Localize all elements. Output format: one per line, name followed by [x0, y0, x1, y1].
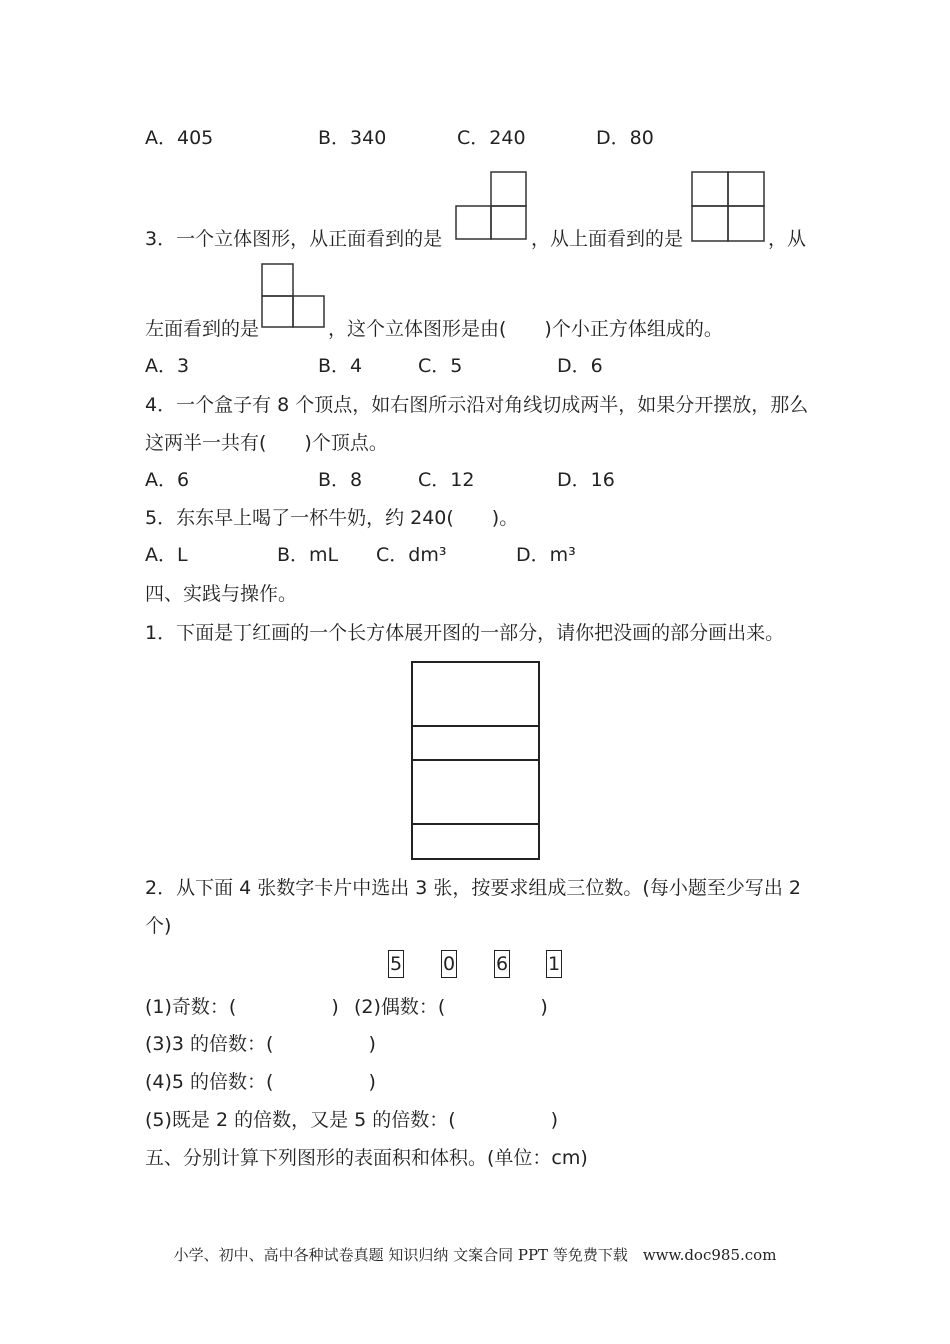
sub-question-multiple-5: (4)5 的倍数：( ): [145, 1071, 376, 1093]
q4-line2: 这两半一共有( )个顶点。: [145, 432, 388, 454]
digit-card: 1: [546, 950, 562, 978]
q3-option-d: D．6: [557, 355, 603, 377]
q3-top-view-figure: [690, 171, 766, 243]
q3-text-b: ，从上面看到的是: [531, 228, 684, 250]
q4-option-a: A．6: [145, 469, 190, 491]
footer-watermark: 小学、初中、高中各种试卷真题 知识归纳 文案合同 PPT 等免费下载 www.doc985.com: [173, 1246, 777, 1264]
section5-title: 五、分别计算下列图形的表面积和体积。(单位：cm): [145, 1147, 588, 1169]
q5-option-c: C．dm³: [376, 544, 447, 566]
section4-title: 四、实践与操作。: [145, 583, 298, 605]
q4-option-d: D．16: [557, 469, 615, 491]
q2-option-c: C．240: [457, 127, 526, 149]
section4-q2-line1: 2．从下面 4 张数字卡片中选出 3 张，按要求组成三位数。(每小题至少写出 2: [145, 877, 801, 899]
q3-option-b: B．4: [318, 355, 363, 377]
q5-option-b: B．mL: [277, 544, 339, 566]
q2-option-a: A．405: [145, 127, 214, 149]
q2-option-b: B．340: [318, 127, 387, 149]
q3-left-view-figure: [259, 263, 327, 329]
q3-text-d: 左面看到的是: [145, 318, 260, 340]
q4-line1: 4．一个盒子有 8 个顶点，如右图所示沿对角线切成两半，如果分开摆放，那么: [145, 394, 809, 416]
sub-question-even: (2)偶数：( ): [354, 996, 548, 1018]
sub-question-odd: (1)奇数：( ): [145, 996, 339, 1018]
q5-option-a: A．L: [145, 544, 188, 566]
digit-card: 6: [494, 950, 510, 978]
sub-question-multiple-2-and-5: (5)既是 2 的倍数，又是 5 的倍数：( ): [145, 1109, 559, 1131]
digit-card: 5: [388, 950, 404, 978]
cuboid-net-figure: [409, 659, 543, 861]
q3-text-a: 3．一个立体图形，从正面看到的是: [145, 228, 443, 250]
q3-text-c: ，从: [768, 228, 807, 250]
q5-text: 5．东东早上喝了一杯牛奶，约 240( )。: [145, 507, 519, 529]
q5-option-d: D．m³: [516, 544, 576, 566]
q4-option-b: B．8: [318, 469, 363, 491]
q3-option-c: C．5: [418, 355, 463, 377]
q2-option-d: D．80: [596, 127, 654, 149]
section4-q1: 1．下面是丁红画的一个长方体展开图的一部分，请你把没画的部分画出来。: [145, 622, 785, 644]
q3-front-view-figure: [453, 171, 529, 241]
section4-q2-line2: 个): [145, 915, 172, 937]
q4-option-c: C．12: [418, 469, 475, 491]
sub-question-multiple-3: (3)3 的倍数：( ): [145, 1033, 376, 1055]
digit-card: 0: [441, 950, 457, 978]
q3-option-a: A．3: [145, 355, 190, 377]
q3-text-e: ，这个立体图形是由( )个小正方体组成的。: [328, 318, 723, 340]
